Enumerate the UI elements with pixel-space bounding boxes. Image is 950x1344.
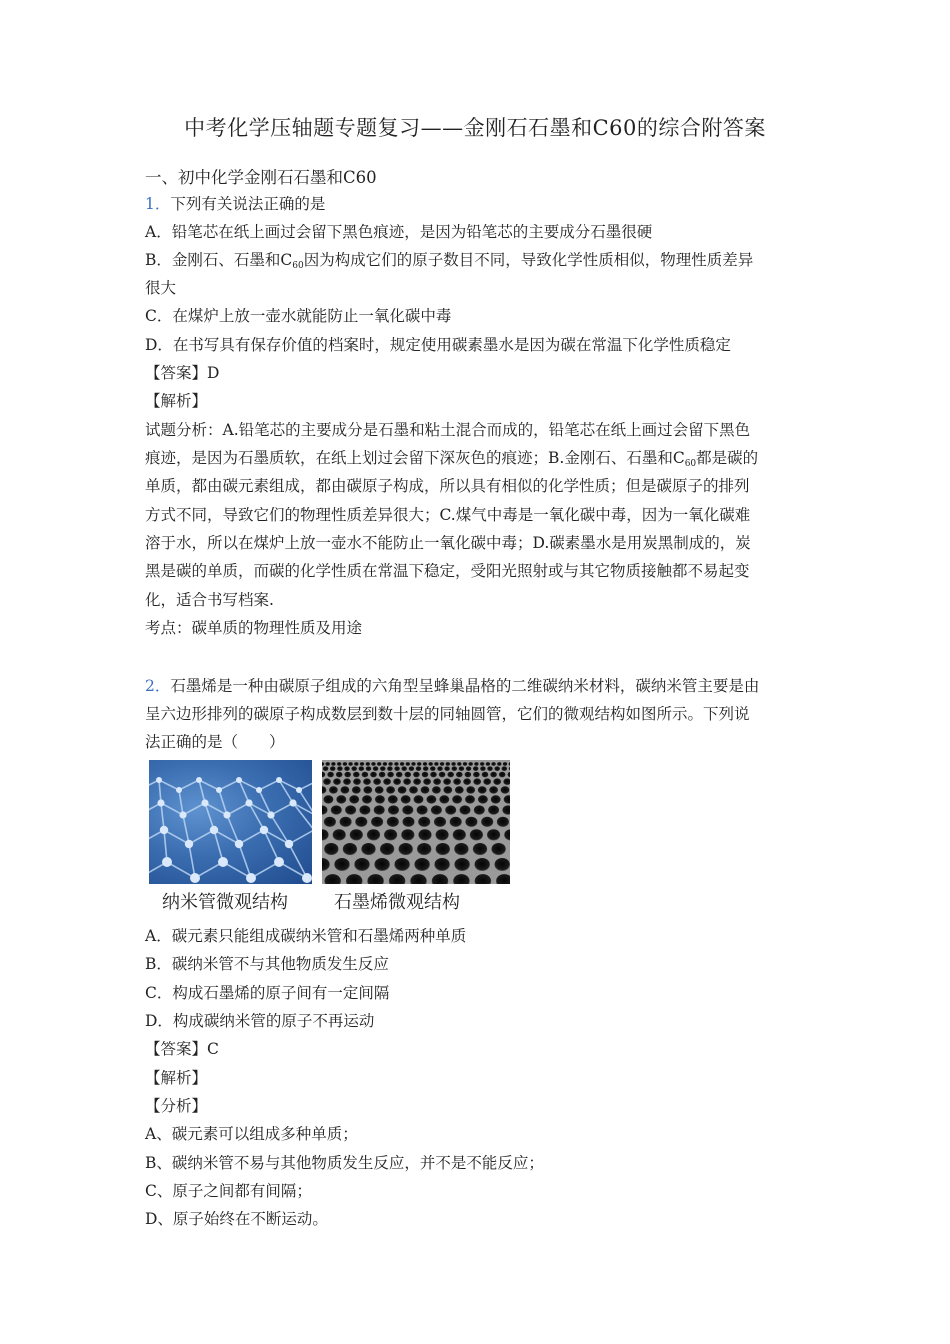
q1-analysis-line-7: 化，适合书写档案. [145,591,274,609]
q2-answer: 【答案】C [145,1040,219,1058]
document-title: 中考化学压轴题专题复习——金刚石石墨和C60的综合附答案 [184,116,766,140]
q2-fenxi-line-4: D、原子始终在不断运动。 [145,1210,328,1228]
q1-answer: 【答案】D [145,364,220,382]
q2-stem-line-3: 法正确的是（ ） [145,733,285,751]
q2-number: 2． [145,677,171,695]
figure-label-graphene: 石墨烯微观结构 [334,892,460,913]
nanotube-lattice-graphic [149,760,312,884]
q1-option-b [145,250,753,276]
q2-stem-1: 石墨烯是一种由碳原子组成的六角型呈蜂巢晶格的二维碳纳米材料，碳纳米管主要是由 [170,677,760,695]
graphene-lattice-graphic [322,760,510,884]
q2-figure [144,755,522,917]
q1-analysis-subscript: 60 [684,459,697,469]
q1-analysis-heading: 【解析】 [145,392,208,410]
q2-option-c: C．构成石墨烯的原子间有一定间隔 [145,984,390,1002]
graphene-structure-image [322,760,510,884]
q1-option-c: C．在煤炉上放一壶水就能防止一氧化碳中毒 [145,307,452,325]
q1-option-a: A．铅笔芯在纸上画过会留下黑色痕迹，是因为铅笔芯的主要成分石墨很硬 [145,223,653,241]
q1-analysis-line-2-pre: 痕迹，是因为石墨质软，在纸上划过会留下深灰色的痕迹；B.金刚石、石墨和C [145,449,685,467]
q1-option-b-continued: 很大 [145,279,177,297]
q2-fenxi-heading: 【分析】 [145,1097,208,1115]
q1-option-b-post: 因为构成它们的原子数目不同，导致化学性质相似，物理性质差异 [303,251,754,269]
q1-stem-line [145,194,325,214]
q1-option-b-pre: B．金刚石、石墨和C [145,251,293,269]
q2-stem-line-1 [145,676,759,696]
nanotube-structure-image [149,760,312,884]
q1-analysis-line-6: 黑是碳的单质，而碳的化学性质在常温下稳定，受阳光照射或与其它物质接触都不易起变 [145,562,750,580]
q1-analysis-line-2-post: 都是碳的 [696,449,759,467]
figure-label-nanotube: 纳米管微观结构 [162,892,288,913]
q2-stem-line-2: 呈六边形排列的碳原子构成数层到数十层的同轴圆管，它们的微观结构如图所示。下列说 [145,705,750,723]
q1-analysis-line-4: 方式不同，导致它们的物理性质差异很大；C.煤气中毒是一氧化碳中毒，因为一氧化碳难 [145,506,751,524]
q1-kaodian: 考点：碳单质的物理性质及用途 [145,619,363,637]
q2-option-b: B．碳纳米管不与其他物质发生反应 [145,955,389,973]
q2-fenxi-line-3: C、原子之间都有间隔； [145,1182,312,1200]
q2-analysis-heading: 【解析】 [145,1069,208,1087]
q1-analysis-line-3: 单质，都由碳元素组成，都由碳原子构成，所以具有相似的化学性质；但是碳原子的排列 [145,477,750,495]
q1-number: 1． [145,195,171,213]
q1-option-b-subscript: 60 [292,261,304,271]
section-heading: 一、初中化学金刚石石墨和C60 [145,168,377,187]
q1-stem: 下列有关说法正确的是 [170,195,326,213]
q2-option-d: D．构成碳纳米管的原子不再运动 [145,1012,375,1030]
q2-option-a: A．碳元素只能组成碳纳米管和石墨烯两种单质 [145,927,467,945]
q1-option-d: D．在书写具有保存价值的档案时，规定使用碳素墨水是因为碳在常温下化学性质稳定 [145,336,731,354]
q2-fenxi-line-2: B、碳纳米管不易与其他物质发生反应，并不是不能反应； [145,1154,544,1172]
q1-analysis-line-2 [145,448,758,474]
q1-analysis-line-1: 试题分析：A.铅笔芯的主要成分是石墨和粘土混合而成的，铅笔芯在纸上画过会留下黑色 [145,421,751,439]
q2-fenxi-line-1: A、碳元素可以组成多种单质； [145,1125,358,1143]
q1-analysis-line-5: 溶于水，所以在煤炉上放一壶水不能防止一氧化碳中毒；D.碳素墨水是用炭黑制成的，炭 [145,534,751,552]
